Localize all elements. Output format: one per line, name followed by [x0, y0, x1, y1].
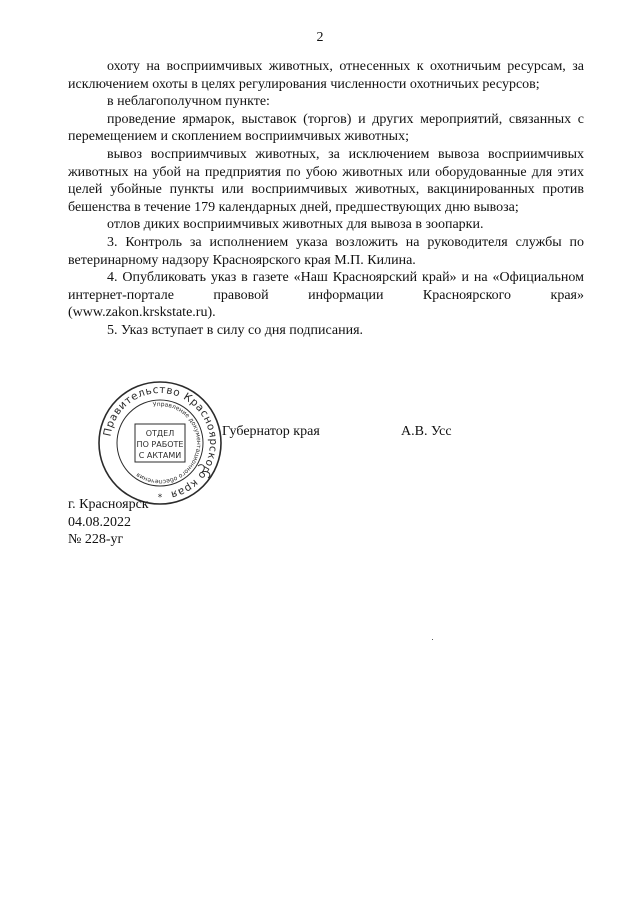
- signatory-name: А.В. Усс: [401, 424, 452, 439]
- footer-date: 04.08.2022: [68, 514, 131, 530]
- stamp-center-line-2: ПО РАБОТЕ: [136, 440, 184, 449]
- paragraph-unsafe-point: в неблагополучном пункте:: [107, 94, 270, 110]
- decree-body: [68, 58, 584, 340]
- signatory-title: Губернатор края: [222, 424, 320, 439]
- paragraph-publish: 4. Опубликовать указ в газете «Наш Красноярский край» и на «Официальном интернет-портале правовой информации Красноярского края» (www.zakon.krskstate.ru).: [68, 270, 584, 321]
- paragraph-hunting-ban: охоту на восприимчивых животных, отнесенных к охотничьим ресурсам, за исключением охоты в целях регулирования численности охотничьих ресурсов;: [68, 59, 584, 92]
- stamp-center-line-1: ОТДЕЛ: [145, 429, 175, 438]
- official-stamp-icon: [95, 378, 225, 508]
- paragraph-fairs-ban: проведение ярмарок, выставок (торгов) и других мероприятий, связанных с перемещением и скоплением восприимчивых животных;: [68, 111, 584, 145]
- svg-text:*: *: [157, 493, 163, 503]
- footer-city: г. Красноярск: [68, 497, 149, 512]
- paragraph-effective: 5. Указ вступает в силу со дня подписания.: [107, 322, 364, 338]
- stamp-outer-text: Правительство Красноярского края: [101, 383, 220, 501]
- paragraph-export-ban: вывоз восприимчивых животных, за исключением вывоза восприимчивых животных на убой на предприятия по убою животных или оборудованные для этих целей убойные пункты или восприимчивых животных, вакцинированных против бешенства в течение 179 календарных дней, предшествующих дню вывоза;: [68, 146, 584, 215]
- paragraph-capture-ban: отлов диких восприимчивых животных для вывоза в зоопарки.: [107, 217, 484, 233]
- stamp-center-line-3: С АКТАМИ: [138, 451, 182, 460]
- scan-speck: [432, 639, 433, 640]
- page-number: 2: [316, 30, 324, 45]
- stamp-inner-text: Управление документационного обеспечения: [135, 400, 203, 486]
- footer-number: № 228-уг: [68, 532, 124, 548]
- paragraph-control: 3. Контроль за исполнением указа возложить на руководителя службы по ветеринарному надзору Красноярского края М.П. Килина.: [68, 234, 584, 268]
- decree-footer: [68, 496, 149, 549]
